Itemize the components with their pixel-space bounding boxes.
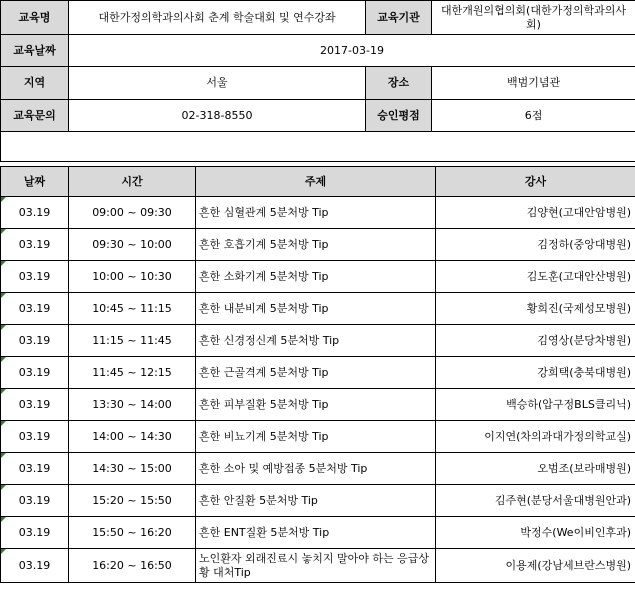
- row-lecturer: 이용제(강남세브란스병원): [436, 549, 635, 583]
- region-row: [1, 67, 635, 100]
- row-time: 14:00 ~ 14:30: [69, 421, 196, 453]
- row-lecturer: 백승하(압구정BLS클리닉): [436, 389, 635, 421]
- edu-name-row: [1, 1, 635, 35]
- row-date: 03.19: [1, 197, 69, 229]
- row-date: 03.19: [1, 549, 69, 583]
- table-row: [1, 549, 635, 583]
- cell-comment-marker: [1, 293, 6, 298]
- edu-date-value: 2017-03-19: [69, 35, 635, 67]
- row-lecturer: 이지연(차의과대가정의학교실): [436, 421, 635, 453]
- row-topic: 노인환자 외래진료시 놓치지 말아야 하는 응급상황 대처Tip: [196, 549, 436, 583]
- row-date: 03.19: [1, 357, 69, 389]
- cell-comment-marker: [1, 261, 6, 266]
- row-topic: 흔한 신경정신계 5분처방 Tip: [196, 325, 436, 357]
- row-lecturer: 김주현(분당서울대병원안과): [436, 485, 635, 517]
- cell-comment-marker: [1, 485, 6, 490]
- row-date: 03.19: [1, 517, 69, 549]
- row-date: 03.19: [1, 421, 69, 453]
- row-time: 16:20 ~ 16:50: [69, 549, 196, 583]
- cell-comment-marker: [1, 325, 6, 330]
- row-time: 15:20 ~ 15:50: [69, 485, 196, 517]
- table-row: [1, 229, 635, 261]
- row-topic: 흔한 심혈관계 5분처방 Tip: [196, 197, 436, 229]
- spacer-cell: [1, 132, 635, 162]
- edu-info-table: [0, 0, 635, 162]
- row-date: 03.19: [1, 293, 69, 325]
- row-time: 11:15 ~ 11:45: [69, 325, 196, 357]
- table-row: [1, 197, 635, 229]
- cell-comment-marker: [1, 517, 6, 522]
- table-row: [1, 261, 635, 293]
- row-topic: 흔한 내분비계 5분처방 Tip: [196, 293, 436, 325]
- table-row: [1, 293, 635, 325]
- schedule-body: [1, 197, 635, 583]
- row-topic: 흔한 소화기계 5분처방 Tip: [196, 261, 436, 293]
- row-topic: 흔한 호흡기계 5분처방 Tip: [196, 229, 436, 261]
- contact-value: 02-318-8550: [69, 100, 366, 132]
- credit-value: 6점: [432, 100, 635, 132]
- row-topic: 흔한 피부질환 5분처방 Tip: [196, 389, 436, 421]
- cell-comment-marker: [1, 389, 6, 394]
- cell-comment-marker: [1, 229, 6, 234]
- row-time: 15:50 ~ 16:20: [69, 517, 196, 549]
- row-date: 03.19: [1, 325, 69, 357]
- header-lecturer: 강사: [436, 167, 635, 197]
- edu-date-label: 교육날짜: [1, 35, 69, 67]
- row-time: 13:30 ~ 14:00: [69, 389, 196, 421]
- row-lecturer: 강희택(충북대병원): [436, 357, 635, 389]
- row-topic: 흔한 안질환 5분처방 Tip: [196, 485, 436, 517]
- row-topic: 흔한 비뇨기계 5분처방 Tip: [196, 421, 436, 453]
- row-date: 03.19: [1, 261, 69, 293]
- header-topic: 주제: [196, 167, 436, 197]
- contact-label: 교육문의: [1, 100, 69, 132]
- row-date: 03.19: [1, 229, 69, 261]
- table-row: [1, 453, 635, 485]
- row-date: 03.19: [1, 389, 69, 421]
- row-lecturer: 황희진(국제성모병원): [436, 293, 635, 325]
- edu-name-value: 대한가정의학과의사회 춘계 학술대회 및 연수강좌: [69, 1, 366, 35]
- contact-row: [1, 100, 635, 132]
- spacer-row: [1, 132, 635, 162]
- row-time: 10:00 ~ 10:30: [69, 261, 196, 293]
- row-date: 03.19: [1, 485, 69, 517]
- edu-name-label: 교육명: [1, 1, 69, 35]
- row-time: 10:45 ~ 11:15: [69, 293, 196, 325]
- row-lecturer: 김양현(고대안암병원): [436, 197, 635, 229]
- table-row: [1, 357, 635, 389]
- edu-date-row: [1, 35, 635, 67]
- region-label: 지역: [1, 67, 69, 100]
- row-time: 14:30 ~ 15:00: [69, 453, 196, 485]
- edu-org-value: 대한개원의협의회(대한가정의학과의사회): [432, 1, 635, 35]
- schedule-table: [0, 166, 635, 583]
- region-value: 서울: [69, 67, 366, 100]
- row-date: 03.19: [1, 453, 69, 485]
- row-time: 09:30 ~ 10:00: [69, 229, 196, 261]
- cell-comment-marker: [1, 453, 6, 458]
- header-time: 시간: [69, 167, 196, 197]
- table-row: [1, 389, 635, 421]
- schedule-header-row: [1, 167, 635, 197]
- cell-comment-marker: [1, 421, 6, 426]
- cell-comment-marker: [1, 357, 6, 362]
- place-value: 백범기념관: [432, 67, 635, 100]
- credit-label: 승인평점: [366, 100, 432, 132]
- row-lecturer: 김정하(중앙대병원): [436, 229, 635, 261]
- table-row: [1, 485, 635, 517]
- row-time: 09:00 ~ 09:30: [69, 197, 196, 229]
- place-label: 장소: [366, 67, 432, 100]
- row-topic: 흔한 소아 및 예방접종 5분처방 Tip: [196, 453, 436, 485]
- row-lecturer: 김영상(분당차병원): [436, 325, 635, 357]
- row-lecturer: 오범조(보라매병원): [436, 453, 635, 485]
- edu-org-label: 교육기관: [366, 1, 432, 35]
- row-topic: 흔한 근골격계 5분처방 Tip: [196, 357, 436, 389]
- row-lecturer: 박정수(We이비인후과): [436, 517, 635, 549]
- table-row: [1, 517, 635, 549]
- table-row: [1, 325, 635, 357]
- header-date: 날짜: [1, 167, 69, 197]
- row-lecturer: 김도훈(고대안산병원): [436, 261, 635, 293]
- cell-comment-marker: [1, 197, 6, 202]
- table-row: [1, 421, 635, 453]
- row-time: 11:45 ~ 12:15: [69, 357, 196, 389]
- row-topic: 흔한 ENT질환 5분처방 Tip: [196, 517, 436, 549]
- cell-comment-marker: [1, 549, 6, 554]
